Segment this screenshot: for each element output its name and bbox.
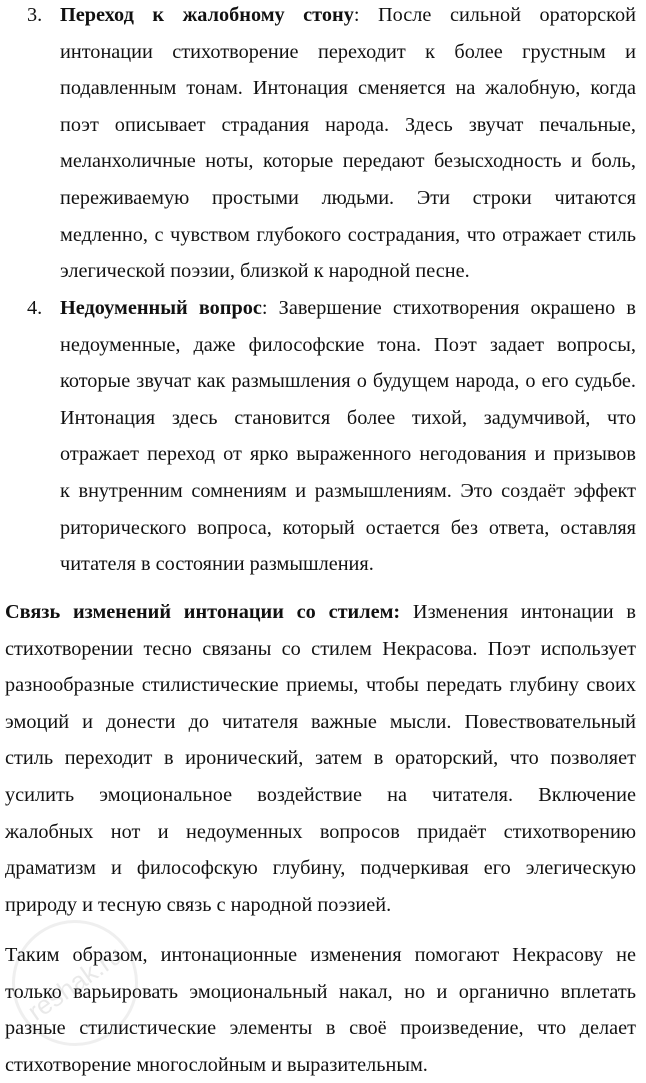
line-text: только варьировать эмоциональный накал, но и органично вплетать [5,980,636,1003]
text-line [5,740,636,777]
item-text [60,0,636,290]
line-text: разные стилистические элементы в своё произведение, что делает [5,1017,636,1040]
text-line [60,34,636,71]
text-line [5,887,636,924]
bold-heading: Недоуменный вопрос [60,297,262,319]
text-line [5,850,636,887]
text-line [5,974,636,1011]
text-line [5,704,636,741]
list-number: 4. [27,297,43,319]
line-text: которые звучат как размышления о будущем народа, о его судьбе. [60,370,636,393]
text-line [60,253,636,290]
line-text: к внутренним сомнениям и размышлениям. Это создаёт эффект [60,479,636,502]
text-line [60,363,636,400]
text-line [60,327,636,364]
line-text: элегической поэзии, близкой к народной песне. [60,260,470,283]
text-line [5,594,636,631]
line-text: природу и тесную связь с народной поэзией. [5,893,392,916]
line-text: Интонация здесь становится более тихой, задумчивой, что [60,406,636,429]
line-text: медленно, с чувством глубокого сострадания, что отражает стиль [60,223,636,246]
line-text: подавленным тонам. Интонация сменяется на жалобную, когда [60,77,636,100]
line-text: усилить эмоциональное воздействие на читателя. Включение [5,783,636,806]
text-line [5,777,636,814]
list-number: 3. [27,4,43,26]
bold-heading: Связь изменений интонации со стилем: [5,601,401,623]
paragraph-text [5,594,636,923]
line-text: отражает переход от ярко выраженного негодования и призывов [60,443,636,466]
line-text: переживаемую простыми людьми. Эти строки читаются [60,186,636,209]
text-line [5,667,636,704]
text-line [60,473,636,510]
text-line [60,107,636,144]
line-text: риторического вопроса, который остается без ответа, оставляя [60,516,636,539]
text-line [5,1047,636,1083]
line-text: разнообразные стилистические приемы, чтобы передать глубину своих [5,674,636,697]
line-text: читателя в состоянии размышления. [60,553,374,576]
line-text: интонации стихотворение переходит к более грустным и [60,40,636,63]
text-line [60,0,636,34]
line-text: стихотворении тесно связаны со стилем Некрасова. Поэт использует [5,637,636,660]
line-text: недоуменные, даже философские тона. Поэт задает вопросы, [60,333,636,356]
text-line [60,546,636,583]
line-text: Изменения интонации в [400,601,636,623]
bold-heading: Переход к жалобному стону [60,4,354,26]
text-line [60,290,636,327]
text-line [60,70,636,107]
paragraph-text [5,937,636,1083]
text-line [5,937,636,974]
line-text: : Завершение стихотворения окрашено в [261,297,636,319]
text-line [5,1010,636,1047]
text-line [60,180,636,217]
line-text: меланхоличные ноты, которые передают безысходность и боль, [60,150,636,173]
line-text: эмоций и донести до читателя важные мысли. Повествовательный [5,710,636,733]
text-line [5,631,636,668]
line-text: : После сильной ораторской [353,4,636,26]
line-text: стихотворение многослойным и выразительным. [5,1053,428,1076]
text-line [60,400,636,437]
text-line [60,143,636,180]
text-line [60,217,636,254]
item-text [60,290,636,583]
line-text: поэт описывает страдания народа. Здесь звучат печальные, [60,113,636,136]
text-line [60,510,636,547]
line-text: стиль переходит в иронический, затем в ораторский, что позволяет [5,747,636,770]
line-text: драматизм и философскую глубину, подчеркивая его элегическую [5,857,636,880]
line-text: Таким образом, интонационные изменения помогают Некрасову не [5,944,636,966]
text-line [5,814,636,851]
text-line [60,436,636,473]
line-text: жалобных нот и недоуменных вопросов придаёт стихотворению [5,820,636,843]
watermark-logo: reshak.ru [0,895,163,1070]
